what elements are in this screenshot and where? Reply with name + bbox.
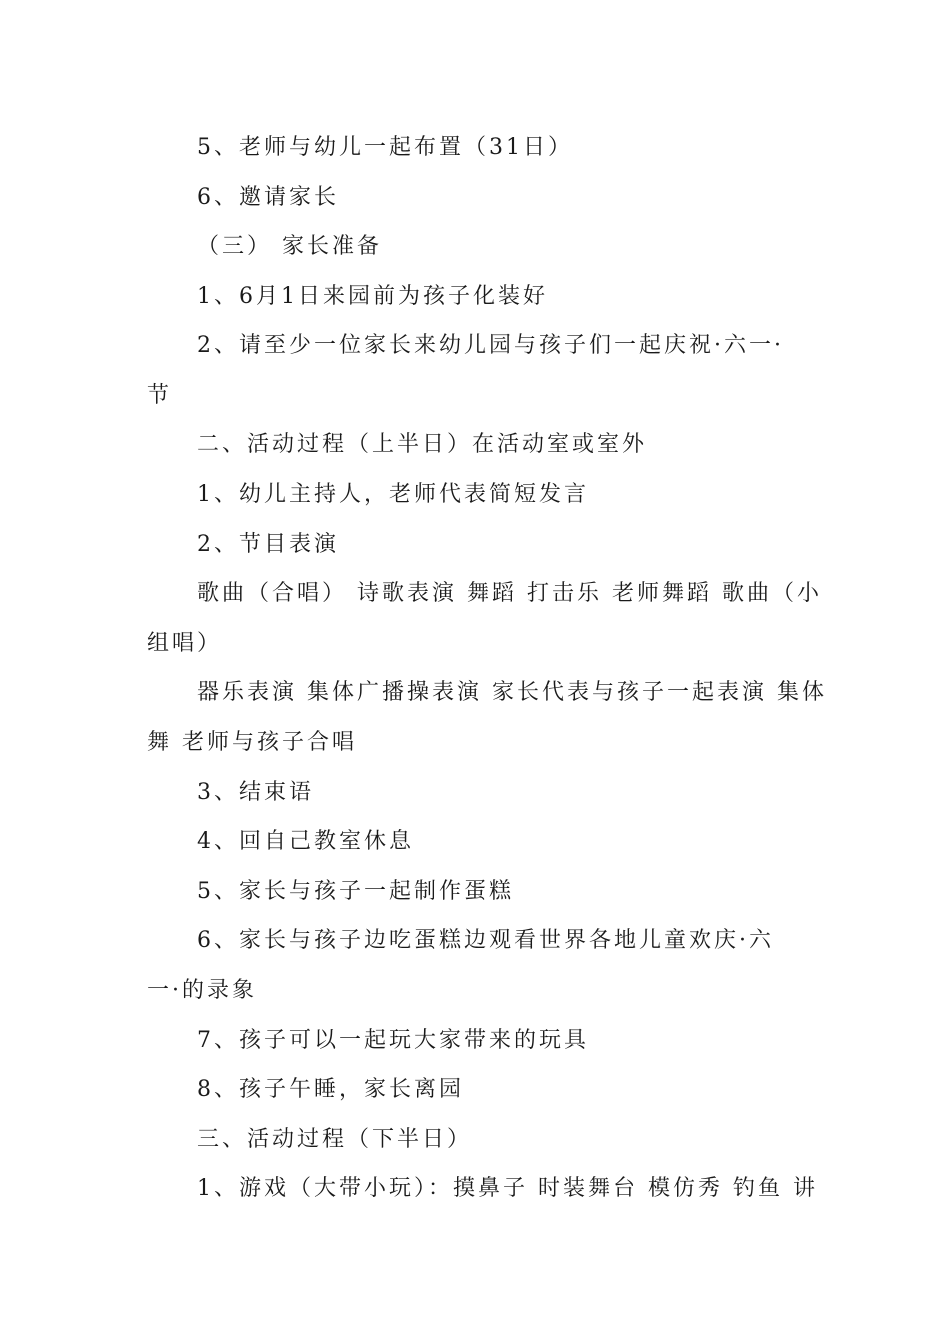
- text-line-5: 2、请至少一位家长来幼儿园与孩子们一起庆祝·六一·: [197, 333, 784, 358]
- section-heading-morning: 二、活动过程（上半日）在活动室或室外: [197, 432, 648, 457]
- text-line-12: 器乐表演 集体广播操表演 家长代表与孩子一起表演 集体: [197, 680, 827, 705]
- text-line-17: 6、家长与孩子边吃蛋糕边观看世界各地儿童欢庆·六: [197, 928, 774, 953]
- text-line-19: 7、孩子可以一起玩大家带来的玩具: [197, 1028, 589, 1053]
- text-line-2: 6、邀请家长: [197, 185, 339, 210]
- text-line-4: 1、6月1日来园前为孩子化装好: [197, 284, 548, 309]
- text-line-1: 5、老师与幼儿一起布置（31日）: [197, 135, 573, 160]
- text-line-9: 2、节目表演: [197, 532, 339, 557]
- text-line-16: 5、家长与孩子一起制作蛋糕: [197, 879, 514, 904]
- text-line-18: 一·的录象: [147, 978, 257, 1003]
- text-line-20: 8、孩子午睡，家长离园: [197, 1077, 464, 1102]
- text-line-14: 3、结束语: [197, 780, 314, 805]
- text-line-8: 1、幼儿主持人，老师代表简短发言: [197, 482, 589, 507]
- section-heading-parent-prep: （三） 家长准备: [197, 234, 382, 259]
- text-line-22: 1、游戏（大带小玩）：摸鼻子 时装舞台 模仿秀 钓鱼 讲: [197, 1176, 818, 1201]
- text-line-10: 歌曲（合唱） 诗歌表演 舞蹈 打击乐 老师舞蹈 歌曲（小: [197, 581, 822, 606]
- text-line-15: 4、回自己教室休息: [197, 829, 414, 854]
- text-line-11: 组唱）: [147, 631, 223, 656]
- section-heading-afternoon: 三、活动过程（下半日）: [197, 1127, 473, 1152]
- text-line-13: 舞 老师与孩子合唱: [147, 730, 357, 755]
- text-line-6: 节: [147, 383, 173, 408]
